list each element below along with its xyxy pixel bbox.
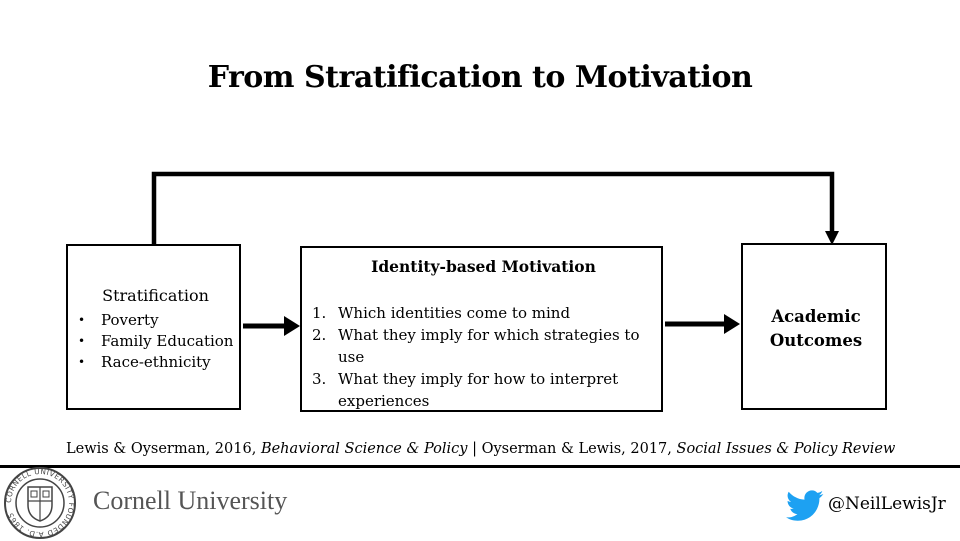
identity-motivation-item: 2. What they imply for which strategies to use <box>312 326 640 366</box>
academic-outcomes-label <box>743 305 889 353</box>
citation: Lewis & Oyserman, 2016, Behavioral Science & Policy | Oyserman & Lewis, 2017, Social Issues & Policy Review <box>66 441 896 457</box>
arrow-strat-to-ibm-head <box>284 316 300 336</box>
feedback-loop-line <box>154 174 832 244</box>
arrow-ibm-to-outcomes-head <box>724 314 740 334</box>
identity-motivation-heading: Identity-based Motivation <box>371 257 596 276</box>
journal-2: Social Issues & Policy Review <box>676 441 896 457</box>
twitter-bird-icon <box>786 490 824 522</box>
slide-title: From Stratification to Motivation <box>207 60 753 95</box>
identity-motivation-box <box>300 246 663 412</box>
cornell-seal-icon <box>2 465 78 541</box>
identity-motivation-item: 1. Which identities come to mind <box>312 304 571 322</box>
journal-1: Behavioral Science & Policy <box>260 441 468 457</box>
stratification-heading: Stratification <box>102 286 209 305</box>
stratification-item: • Poverty <box>78 311 159 329</box>
outcomes-line-1: Academic <box>771 307 861 326</box>
twitter-handle[interactable]: @NeilLewisJr <box>828 494 946 514</box>
identity-motivation-item: 3. What they imply for how to interpret experiences <box>312 370 619 410</box>
stratification-list <box>68 310 233 373</box>
footer-divider <box>0 465 960 468</box>
stratification-box <box>66 244 241 410</box>
outcomes-line-2: Outcomes <box>769 331 863 350</box>
academic-outcomes-box <box>741 243 887 410</box>
stratification-item: • Family Education <box>78 332 234 350</box>
university-name: Cornell University <box>93 486 288 515</box>
identity-motivation-list <box>312 302 657 412</box>
stratification-item: • Race-ethnicity <box>78 353 211 371</box>
svg-text:CORNELL UNIVERSITY FOUNDED A.D: CORNELL UNIVERSITY FOUNDED A.D. 1865 <box>3 466 77 540</box>
